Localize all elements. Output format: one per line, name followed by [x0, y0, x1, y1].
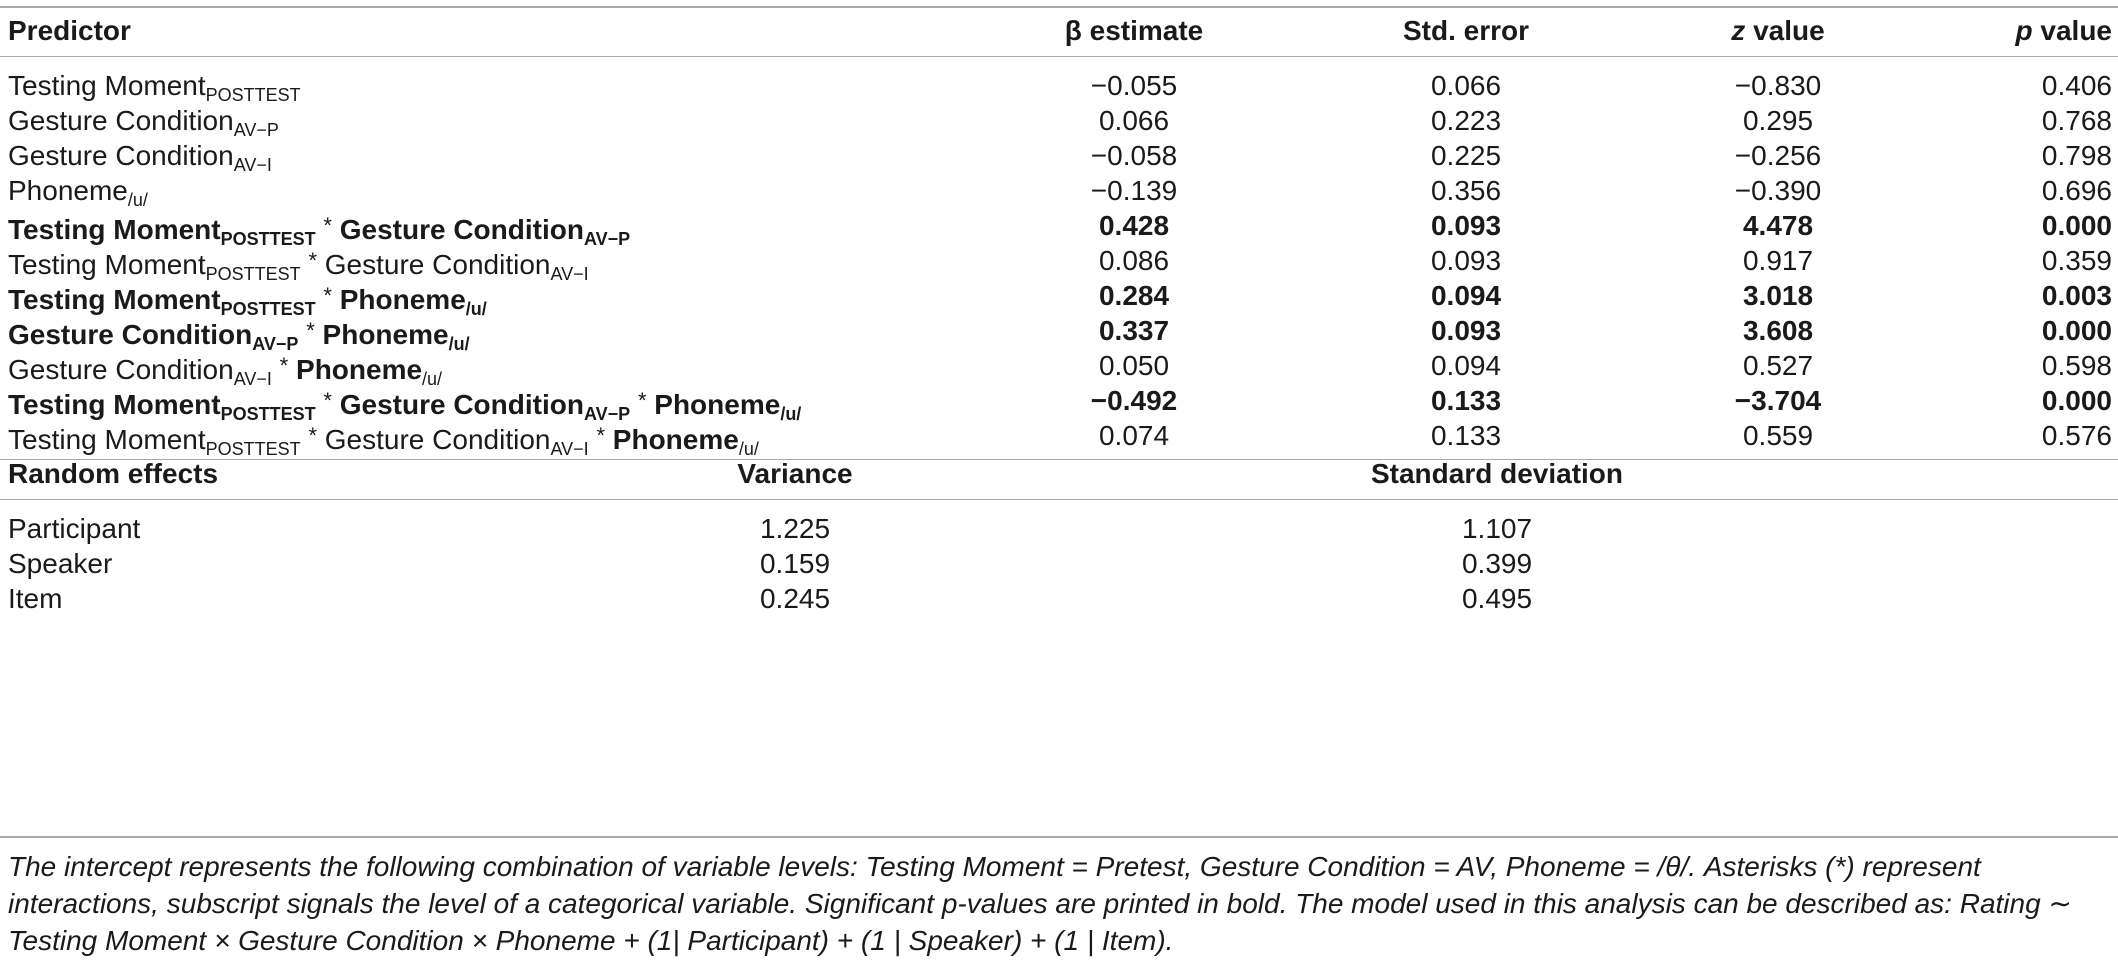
- predictor-cell: Gesture Condition$_{AV-I}$ * Phoneme$_{/u/}$: [8, 353, 443, 389]
- predictor-cell: Testing Moment$_{POSTTEST}$ * Gesture Condition$_{AV-P}$: [8, 213, 631, 249]
- predictor-cell: Gesture Condition$_{AV-I}$: [8, 140, 272, 175]
- header-predictor: Predictor: [8, 15, 131, 46]
- se-cell: 0.093: [1430, 245, 1502, 276]
- table-footnote: The intercept represents the following combination of variable levels: Testing Moment = Pretest, Gesture Condition = AV, Phoneme = /θ/. Asterisks (*) represent interactions, subscript signals the level of a categorical variable. Significant p-values are printed in bold. The model used in this analysis can be described as: Rating ∼ Testing Moment × Gesture Condition × Phoneme + (1| Participant) + (1 | Speaker) + (1 | Item).: [8, 851, 2072, 956]
- se-cell: 0.094: [1430, 280, 1502, 311]
- se-cell: 0.223: [1430, 105, 1502, 136]
- z-cell: 0.295: [1742, 105, 1814, 136]
- beta-cell: 0.066: [1098, 105, 1170, 136]
- sd-cell: 0.495: [1461, 583, 1533, 614]
- p-cell: 0.576: [2041, 420, 2112, 451]
- p-cell: 0.798: [2041, 140, 2112, 171]
- z-cell: −0.256: [1734, 140, 1822, 171]
- header-std-error: Std. error: [1402, 15, 1530, 46]
- se-cell: 0.066: [1430, 70, 1502, 101]
- z-cell: 0.559: [1742, 420, 1814, 451]
- header-beta: β estimate: [1064, 15, 1204, 46]
- predictor-cell: Gesture Condition$_{AV-P}$ * Phoneme$_{/u/}$: [8, 318, 470, 354]
- predictor-cell: Gesture Condition$_{AV-P}$: [8, 105, 279, 140]
- fixed-effects-header: [0, 7, 2118, 54]
- se-cell: 0.133: [1430, 385, 1502, 416]
- p-cell: 0.000: [2041, 210, 2112, 241]
- beta-cell: 0.284: [1098, 280, 1170, 311]
- se-cell: 0.356: [1430, 175, 1502, 206]
- header-random-effects: Random effects: [8, 458, 219, 489]
- predictor-cell: Testing Moment$_{POSTTEST}$: [8, 70, 301, 105]
- sd-cell: 0.399: [1461, 548, 1533, 579]
- z-cell: 3.018: [1742, 280, 1814, 311]
- predictor-cell: Testing Moment$_{POSTTEST}$ * Gesture Condition$_{AV-I}$ * Phoneme$_{/u/}$: [8, 423, 759, 459]
- random-effect-cell: Speaker: [8, 548, 113, 579]
- p-cell: 0.768: [2041, 105, 2112, 136]
- predictor-cell: Phoneme$_{/u/}$: [8, 175, 148, 210]
- p-cell: 0.000: [2041, 385, 2112, 416]
- p-cell: 0.003: [2041, 280, 2112, 311]
- beta-cell: 0.050: [1098, 350, 1170, 381]
- beta-cell: −0.139: [1090, 175, 1178, 206]
- predictor-cell: Testing Moment$_{POSTTEST}$ * Gesture Condition$_{AV-I}$: [8, 248, 589, 284]
- beta-cell: 0.428: [1098, 210, 1170, 241]
- variance-cell: 0.159: [759, 548, 831, 579]
- z-cell: 0.527: [1742, 350, 1814, 381]
- se-cell: 0.094: [1430, 350, 1502, 381]
- z-cell: 3.608: [1742, 315, 1814, 346]
- header-rule: [0, 56, 2118, 57]
- table-row: [0, 575, 2118, 622]
- bottom-rule: [0, 836, 2118, 838]
- variance-cell: 0.245: [759, 583, 831, 614]
- sd-cell: 1.107: [1461, 513, 1533, 544]
- p-cell: 0.359: [2041, 245, 2112, 276]
- se-cell: 0.093: [1430, 210, 1502, 241]
- se-cell: 0.093: [1430, 315, 1502, 346]
- header-variance: Variance: [737, 458, 853, 489]
- z-cell: 4.478: [1742, 210, 1814, 241]
- beta-cell: 0.337: [1098, 315, 1170, 346]
- random-header-rule: [0, 499, 2118, 500]
- p-cell: 0.406: [2041, 70, 2112, 101]
- p-cell: 0.696: [2041, 175, 2112, 206]
- header-p-value: p value: [2015, 15, 2112, 46]
- p-cell: 0.000: [2041, 315, 2112, 346]
- z-cell: −0.390: [1734, 175, 1822, 206]
- random-effect-cell: Item: [8, 583, 63, 614]
- se-cell: 0.225: [1430, 140, 1502, 171]
- beta-cell: −0.492: [1090, 385, 1178, 416]
- random-effect-cell: Participant: [8, 513, 141, 544]
- predictor-cell: Testing Moment$_{POSTTEST}$ * Phoneme$_{/u/}$: [8, 283, 487, 319]
- se-cell: 0.133: [1430, 420, 1502, 451]
- predictor-cell: Testing Moment$_{POSTTEST}$ * Gesture Condition$_{AV-P}$ * Phoneme$_{/u/}$: [8, 388, 802, 424]
- p-cell: 0.598: [2041, 350, 2112, 381]
- z-cell: 0.917: [1742, 245, 1814, 276]
- beta-cell: −0.055: [1090, 70, 1178, 101]
- beta-cell: 0.086: [1098, 245, 1170, 276]
- header-standard-deviation: Standard deviation: [1370, 458, 1624, 489]
- beta-cell: 0.074: [1098, 420, 1170, 451]
- variance-cell: 1.225: [759, 513, 831, 544]
- z-cell: −0.830: [1734, 70, 1822, 101]
- z-cell: −3.704: [1734, 385, 1822, 416]
- header-z-value: z value: [1731, 15, 1825, 46]
- random-effects-header: [0, 450, 2118, 497]
- beta-cell: −0.058: [1090, 140, 1178, 171]
